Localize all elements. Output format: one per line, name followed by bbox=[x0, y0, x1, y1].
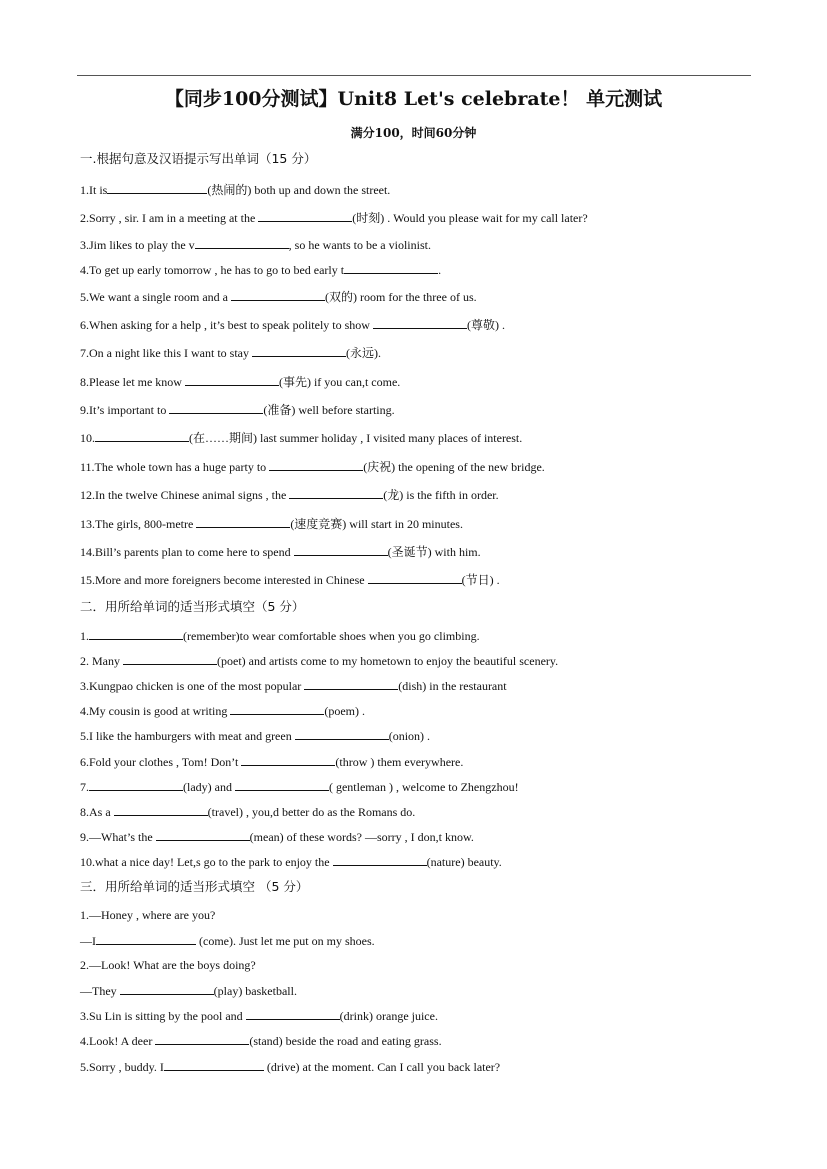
question-text: 14.Bill’s parents plan to come here to spend bbox=[80, 545, 294, 559]
question-line bbox=[80, 543, 481, 560]
answer-blank[interactable] bbox=[169, 401, 263, 414]
question-text: 3.Jim likes to play the v bbox=[80, 238, 195, 252]
question-text: (双的) room for the three of us. bbox=[325, 290, 477, 304]
question-line bbox=[80, 515, 463, 532]
question-text: (poet) and artists come to my hometown to enjoy the beautiful scenery. bbox=[217, 654, 559, 668]
question-text: (时刻) . Would you please wait for my call later? bbox=[352, 211, 588, 225]
answer-blank[interactable] bbox=[185, 373, 279, 386]
answer-blank[interactable] bbox=[252, 344, 346, 357]
page-title: 【同步100分测试】Unit8 Let's celebrate！ 单元测试 bbox=[164, 88, 663, 110]
page-subtitle: 满分100，时间60分钟 bbox=[350, 126, 477, 140]
question-text: 13.The girls, 800-metre bbox=[80, 517, 197, 531]
question-text: (mean) of these words? —sorry , I don,t know. bbox=[249, 830, 474, 844]
question-text: (travel) , you,d better do as the Romans do. bbox=[207, 805, 416, 819]
answer-blank[interactable] bbox=[231, 288, 325, 301]
answer-blank[interactable] bbox=[295, 727, 389, 740]
question-line bbox=[80, 1007, 438, 1024]
question-text: (dish) in the restaurant bbox=[398, 679, 507, 693]
answer-blank[interactable] bbox=[195, 236, 289, 249]
answer-blank[interactable] bbox=[333, 853, 427, 866]
question-text: (stand) beside the road and eating grass. bbox=[249, 1034, 442, 1048]
answer-blank[interactable] bbox=[241, 753, 335, 766]
question-text: 4.Look! A deer bbox=[80, 1034, 156, 1048]
section3-heading: 三．用所给单词的适当形式填空 （5 分） bbox=[80, 879, 309, 894]
question-line bbox=[80, 236, 431, 253]
question-text: —They bbox=[80, 984, 120, 998]
question-line bbox=[80, 702, 365, 719]
question-text: , so he wants to be a violinist. bbox=[288, 238, 431, 252]
question-text: (drive) at the moment. Can I call you back later? bbox=[263, 1060, 501, 1074]
answer-blank[interactable] bbox=[289, 486, 383, 499]
question-line bbox=[80, 982, 297, 999]
answer-blank[interactable] bbox=[123, 652, 217, 665]
question-text: 1.It is bbox=[80, 183, 108, 197]
answer-blank[interactable] bbox=[235, 778, 329, 791]
question-line bbox=[80, 261, 441, 278]
question-line bbox=[80, 209, 588, 226]
question-text: 8.As a bbox=[80, 805, 114, 819]
question-line bbox=[80, 957, 256, 973]
question-text: 7. bbox=[80, 780, 89, 794]
answer-blank[interactable] bbox=[155, 1032, 249, 1045]
answer-blank[interactable] bbox=[164, 1058, 264, 1071]
section2-heading: 二．用所给单词的适当形式填空（5 分） bbox=[80, 599, 305, 614]
question-text: 10.what a nice day! Let,s go to the park to enjoy the bbox=[80, 855, 333, 869]
question-line bbox=[80, 401, 395, 418]
question-text: 4.To get up early tomorrow , he has to go to bed early t bbox=[80, 263, 345, 277]
question-text: (come). Just let me put on my shoes. bbox=[196, 934, 375, 948]
question-text: (throw ) them everywhere. bbox=[335, 755, 464, 769]
answer-blank[interactable] bbox=[230, 702, 324, 715]
answer-blank[interactable] bbox=[89, 778, 183, 791]
question-line bbox=[80, 316, 505, 333]
answer-blank[interactable] bbox=[196, 515, 290, 528]
question-text: (圣诞节) with him. bbox=[387, 545, 481, 559]
question-text: —I bbox=[80, 934, 96, 948]
question-line bbox=[80, 1032, 442, 1049]
question-text: 6.Fold your clothes , Tom! Don’t bbox=[80, 755, 242, 769]
question-text: (庆祝) the opening of the new bridge. bbox=[363, 460, 545, 474]
question-text: 2.Sorry , sir. I am in a meeting at the bbox=[80, 211, 259, 225]
question-text: 5.We want a single room and a bbox=[80, 290, 231, 304]
question-text: 2.—Look! What are the boys doing? bbox=[80, 958, 256, 972]
question-text: 1. bbox=[80, 629, 89, 643]
answer-blank[interactable] bbox=[373, 316, 467, 329]
question-line bbox=[80, 803, 415, 820]
answer-blank[interactable] bbox=[258, 209, 352, 222]
question-text: (remember)to wear comfortable shoes when you go climbing. bbox=[183, 629, 480, 643]
question-text: 12.In the twelve Chinese animal signs , the bbox=[80, 488, 290, 502]
question-line bbox=[80, 828, 474, 845]
question-line bbox=[80, 652, 558, 669]
question-text: (nature) beauty. bbox=[426, 855, 502, 869]
question-text: 8.Please let me know bbox=[80, 375, 185, 389]
answer-blank[interactable] bbox=[294, 543, 388, 556]
question-text: (drink) orange juice. bbox=[339, 1009, 438, 1023]
answer-blank[interactable] bbox=[304, 677, 398, 690]
answer-blank[interactable] bbox=[344, 261, 438, 274]
question-text: 3.Kungpao chicken is one of the most popular bbox=[80, 679, 305, 693]
answer-blank[interactable] bbox=[114, 803, 208, 816]
question-text: (在……期间) last summer holiday , I visited many places of interest. bbox=[189, 431, 523, 445]
question-line bbox=[80, 429, 522, 446]
answer-blank[interactable] bbox=[89, 627, 183, 640]
section1-heading: 一.根据句意及汉语提示写出单词（15 分） bbox=[80, 151, 317, 166]
question-line bbox=[80, 627, 480, 644]
answer-blank[interactable] bbox=[95, 429, 189, 442]
question-text: 11.The whole town has a huge party to bbox=[80, 460, 270, 474]
question-text: 10. bbox=[80, 431, 95, 445]
question-text: 15.More and more foreigners become interested in Chinese bbox=[80, 573, 368, 587]
answer-blank[interactable] bbox=[269, 458, 363, 471]
question-text: 7.On a night like this I want to stay bbox=[80, 346, 252, 360]
answer-blank[interactable] bbox=[246, 1007, 340, 1020]
answer-blank[interactable] bbox=[120, 982, 214, 995]
question-line bbox=[80, 853, 502, 870]
question-text: 5.Sorry , buddy. I bbox=[80, 1060, 164, 1074]
question-text: (准备) well before starting. bbox=[263, 403, 395, 417]
question-line bbox=[80, 753, 463, 770]
question-text: (速度竞赛) will start in 20 minutes. bbox=[290, 517, 463, 531]
question-line bbox=[80, 486, 499, 503]
answer-blank[interactable] bbox=[96, 932, 196, 945]
question-text: 2. Many bbox=[80, 654, 123, 668]
question-line bbox=[80, 727, 430, 744]
question-text: (永远). bbox=[345, 346, 381, 360]
answer-blank[interactable] bbox=[368, 571, 462, 584]
question-text: (onion) . bbox=[388, 729, 431, 743]
answer-blank[interactable] bbox=[107, 181, 207, 194]
question-text: (lady) and bbox=[183, 780, 235, 794]
header-rule bbox=[77, 75, 751, 76]
question-line bbox=[80, 288, 477, 305]
question-text: (节日) . bbox=[461, 573, 500, 587]
question-text: 3.Su Lin is sitting by the pool and bbox=[80, 1009, 246, 1023]
question-line bbox=[80, 932, 375, 949]
question-text: 5.I like the hamburgers with meat and green bbox=[80, 729, 295, 743]
question-line bbox=[80, 458, 545, 475]
question-line bbox=[80, 907, 215, 923]
question-text: 9.It’s important to bbox=[80, 403, 170, 417]
question-text: . bbox=[438, 263, 442, 277]
question-line bbox=[80, 1058, 500, 1075]
question-line bbox=[80, 571, 500, 588]
question-line bbox=[80, 677, 507, 694]
question-text: (热闹的) both up and down the street. bbox=[207, 183, 391, 197]
question-line bbox=[80, 373, 400, 390]
question-text: (尊敬) . bbox=[466, 318, 505, 332]
question-text: 4.My cousin is good at writing bbox=[80, 704, 231, 718]
question-text: (poem) . bbox=[324, 704, 365, 718]
question-text: 1.—Honey , where are you? bbox=[80, 908, 216, 922]
question-text: (龙) is the fifth in order. bbox=[383, 488, 499, 502]
question-text: 6.When asking for a help , it’s best to speak politely to show bbox=[80, 318, 373, 332]
question-line bbox=[80, 344, 381, 361]
question-text: (事先) if you can,t come. bbox=[278, 375, 401, 389]
question-text: (play) basketball. bbox=[213, 984, 297, 998]
answer-blank[interactable] bbox=[156, 828, 250, 841]
question-line bbox=[80, 778, 519, 795]
question-line bbox=[80, 181, 390, 198]
question-text: 9.—What’s the bbox=[80, 830, 156, 844]
question-text: ( gentleman ) , welcome to Zhengzhou! bbox=[328, 780, 519, 794]
